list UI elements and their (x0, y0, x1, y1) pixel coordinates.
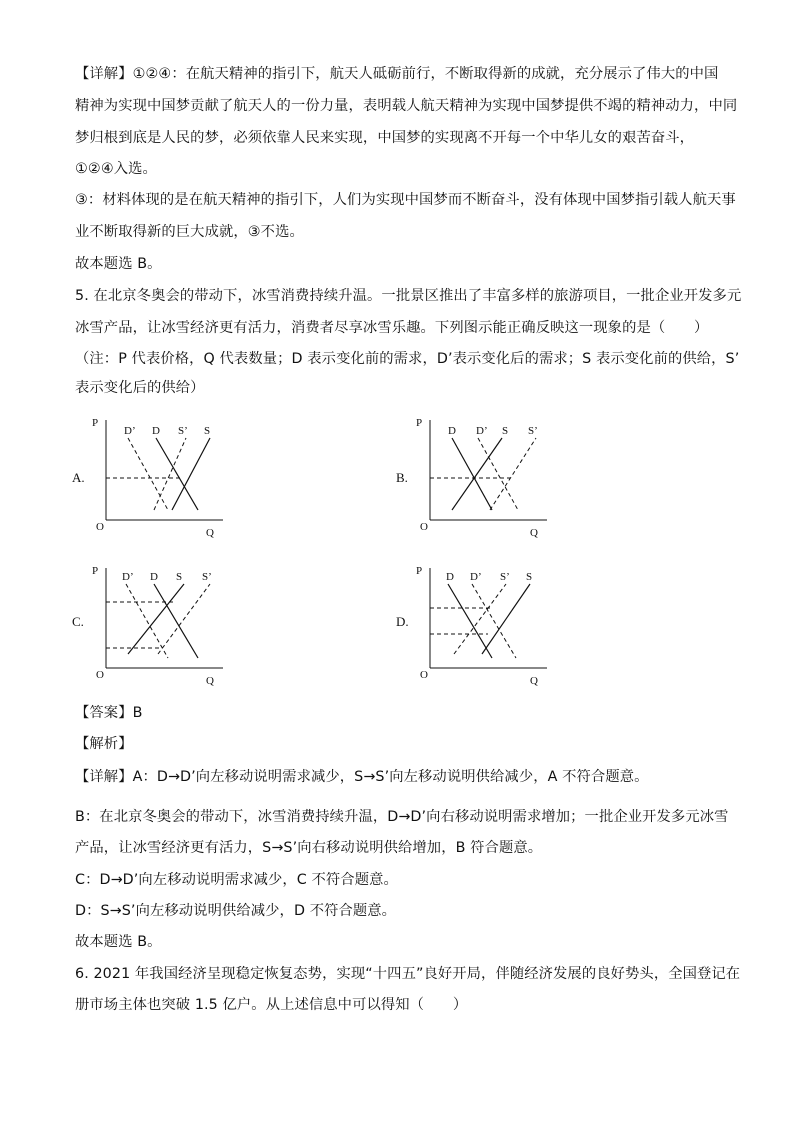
axis-o-label: O (96, 669, 104, 681)
axis-q-label: Q (530, 527, 538, 539)
axis-o-label: O (96, 521, 104, 533)
graph-b (412, 390, 562, 540)
axis-o-label: O (420, 669, 428, 681)
graph-a (88, 390, 238, 540)
label-3: S (176, 571, 183, 583)
label-3: S (502, 425, 509, 437)
label-1: D’ (122, 571, 134, 583)
question-6-line-1: 6. 2021 年我国经济呈现稳定恢复态势，实现“十四五”良好开局，伴随经济发展的良好势头，全国登记在 (75, 966, 741, 982)
curve-s-prime (154, 438, 186, 510)
curve-s-prime (454, 584, 506, 654)
label-4: S’ (202, 571, 212, 583)
analysis-line-c: C：D→D’向左移动说明需求减少，C 不符合题意。 (75, 872, 398, 888)
analysis-line-d: D：S→S’向左移动说明供给减少，D 不符合题意。 (75, 903, 397, 919)
axis-p-label: P (416, 565, 423, 577)
axis-o-label: O (420, 521, 428, 533)
curve-s-prime (490, 438, 536, 510)
option-a-label: A. (72, 470, 85, 485)
question-6-line-2: 册市场主体也突破 1.5 亿户。从上述信息中可以得知（ ） (75, 997, 468, 1013)
axis-p-label: P (416, 417, 423, 429)
axis-q-label: Q (206, 527, 214, 539)
curve-d (154, 584, 198, 658)
question-5-line-2: 冰雪产品，让冰雪经济更有活力，消费者尽享冰雪乐趣。下列图示能正确反映这一现象的是（ ） (75, 320, 709, 336)
axis-p-label: P (92, 565, 99, 577)
label-4: S (526, 571, 533, 583)
option-c-label: C. (72, 614, 84, 629)
axis-q-label: Q (206, 675, 214, 687)
label-1: D’ (124, 425, 136, 437)
analysis-line-b-2: 产品，让冰雪经济更有活力，S→S’向右移动说明供给增加，B 符合题意。 (75, 840, 543, 856)
explanation-line-4: ①②④入选。 (75, 161, 157, 177)
curve-d-prime (126, 584, 168, 658)
label-2: D’ (470, 571, 482, 583)
explanation-line-5: ③：材料体现的是在航天精神的指引下，人们为实现中国梦而不断奋斗，没有体现中国梦指引载人航天事 (75, 192, 736, 208)
analysis-conclusion: 故本题选 B。 (75, 934, 162, 950)
label-2: D’ (476, 425, 488, 437)
curve-s (482, 584, 530, 654)
curve-d-prime (472, 584, 516, 658)
curve-s (172, 438, 210, 510)
label-1: D (448, 425, 456, 437)
label-2: D (150, 571, 158, 583)
explanation-line-1: 【详解】①②④：在航天精神的指引下，航天人砥砺前行，不断取得新的成就，充分展示了伟大的中国 (75, 66, 719, 82)
label-4: S (204, 425, 211, 437)
axis-q-label: Q (530, 675, 538, 687)
answer-line: 【答案】B (75, 705, 143, 721)
label-2: D (152, 425, 160, 437)
analysis-line-b-1: B：在北京冬奥会的带动下，冰雪消费持续升温，D→D’向右移动说明需求增加；一批企业开发多元冰雪 (75, 809, 729, 825)
label-3: S’ (178, 425, 188, 437)
curve-s (452, 438, 502, 510)
conclusion-line: 故本题选 B。 (75, 256, 162, 272)
analysis-heading: 【解析】 (75, 736, 133, 752)
explanation-line-6: 业不断取得新的巨大成就，③不选。 (75, 224, 304, 240)
question-5-line-1: 5. 在北京冬奥会的带动下，冰雪消费持续升温。一批景区推出了丰富多样的旅游项目，一批企业开发多元 (75, 288, 742, 304)
axis-p-label: P (92, 417, 99, 429)
explanation-line-3: 梦归根到底是人民的梦，必须依靠人民来实现，中国梦的实现离不开每一个中华儿女的艰苦奋斗， (75, 130, 695, 146)
label-1: D (446, 571, 454, 583)
graph-c (88, 558, 238, 690)
curve-s (128, 584, 184, 654)
curve-s-prime (158, 584, 210, 654)
curve-d (448, 584, 492, 658)
option-b-label: B. (396, 470, 408, 485)
label-3: S’ (500, 571, 510, 583)
explanation-line-2: 精神为实现中国梦贡献了航天人的一份力量，表明载人航天精神为实现中国梦提供不竭的精神动力，中同 (75, 98, 738, 114)
curve-d-prime (478, 438, 518, 510)
graph-d (412, 558, 562, 690)
analysis-line-a: 【详解】A：D→D’向左移动说明需求减少，S→S’向左移动说明供给减少，A 不符合题意。 (75, 769, 649, 785)
option-d-label: D. (396, 614, 409, 629)
label-4: S’ (528, 425, 538, 437)
question-5-note-1: （注：P 代表价格，Q 代表数量；D 表示变化前的需求，D’表示变化后的需求；S 表示变化前的供给，S’ (75, 351, 740, 367)
question-5-note-2: 表示变化后的供给） (75, 380, 205, 396)
curve-d (452, 438, 492, 510)
